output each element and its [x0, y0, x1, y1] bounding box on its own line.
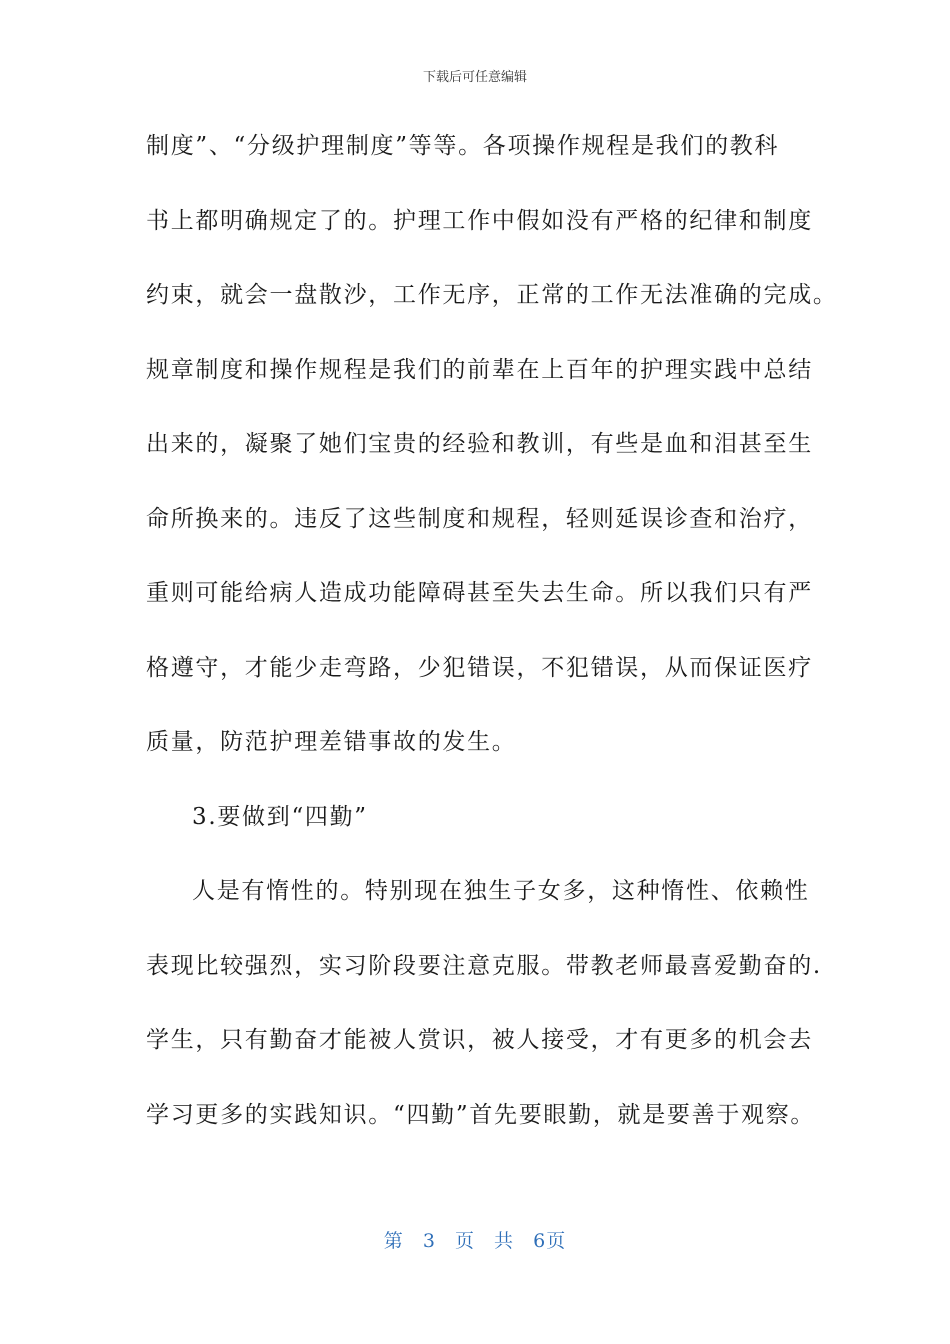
- text-line: 命所换来的。违反了这些制度和规程，轻则延误诊查和治疗，: [146, 505, 813, 532]
- page-footer: [0, 1226, 950, 1253]
- footer-word-page: 第: [383, 1230, 404, 1252]
- footer-word-ye: 页: [454, 1230, 475, 1252]
- footer-total-pages: 6页: [533, 1230, 567, 1252]
- section-heading: 3.要做到“四勤”: [192, 803, 368, 830]
- page-header: 下载后可任意编辑: [422, 70, 527, 85]
- text-line: 重则可能给病人造成功能障碍甚至失去生命。所以我们只有严: [146, 580, 813, 606]
- text-line: 学生，只有勤奋才能被人赏识，被人接受，才有更多的机会去: [146, 1027, 813, 1053]
- text-line: 书上都明确规定了的。护理工作中假如没有严格的纪律和制度: [146, 207, 813, 234]
- text-line: 出来的，凝聚了她们宝贵的经验和教训，有些是血和泪甚至生: [146, 431, 813, 457]
- footer-current-page: 3: [422, 1230, 436, 1252]
- text-line: 学习更多的实践知识。“四勤”首先要眼勤，就是要善于观察。: [146, 1101, 816, 1128]
- text-line: 规章制度和操作规程是我们的前辈在上百年的护理实践中总结: [146, 356, 813, 383]
- text-line: 约束，就会一盘散沙，工作无序，正常的工作无法准确的完成。: [146, 282, 838, 308]
- text-line: 制度”、“分级护理制度”等等。各项操作规程是我们的教科: [146, 133, 780, 159]
- footer-word-total: 共: [494, 1230, 515, 1252]
- text-line: 表现比较强烈，实习阶段要注意克服。带教老师最喜爱勤奋的.: [146, 952, 822, 979]
- text-line: 质量，防范护理差错事故的发生。: [146, 729, 517, 755]
- document-body: [146, 124, 838, 1167]
- text-line: 格遵守，才能少走弯路，少犯错误，不犯错误，从而保证医疗: [146, 654, 813, 681]
- text-line: 人是有惰性的。特别现在独生子女多，这种惰性、依赖性: [192, 878, 810, 904]
